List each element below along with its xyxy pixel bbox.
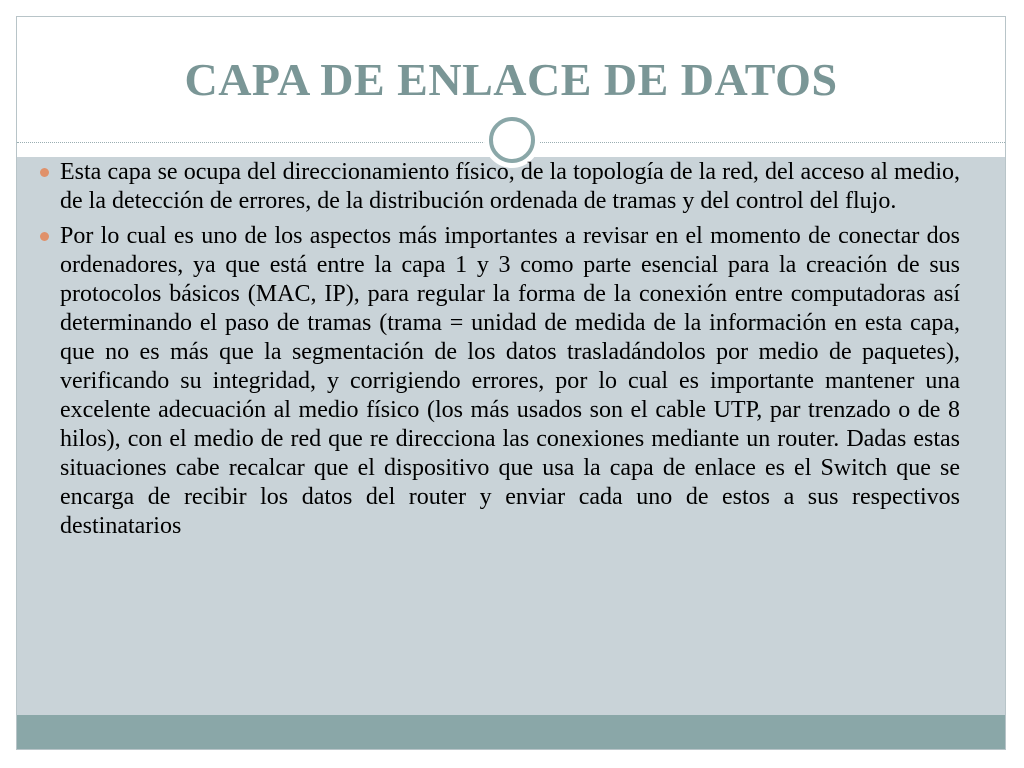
- slide-content: [40, 158, 960, 547]
- bullet-dot-icon: [40, 232, 49, 241]
- ring-icon: [489, 117, 535, 163]
- bullet-text: Esta capa se ocupa del direccionamiento físico, de la topología de la red, del acceso al medio, de la detección de errores, de la distribución ordenada de tramas y del control del flujo.: [60, 159, 960, 214]
- bullet-text: Por lo cual es uno de los aspectos más importantes a revisar en el momento de conectar dos ordenadores, ya que está entre la capa 1 y 3 como parte esencial para la creación de sus protocolos básicos (MAC, IP), para regular la forma de la conexión entre computadoras así determinando el paso de tramas (trama = unidad de medida de la información en esta capa, que no es más que la segmentación de los datos trasladándolos por medio de paquetes), verificando su integridad, y corrigiendo errores, por lo cual es importante mantener una excelente adecuación al medio físico (los más usados son el cable UTP, par trenzado o de 8 hilos), con el medio de red que re direcciona las conexiones mediante un router. Dadas estas situaciones cabe recalcar que el dispositivo que usa la capa de enlace es el Switch que se encarga de recibir los datos del router y enviar cada uno de estos a sus respectivos destinatarios: [60, 223, 960, 539]
- slide-title: CAPA DE ENLACE DE DATOS: [184, 54, 838, 105]
- bullet-dot-icon: [40, 168, 49, 177]
- bullet-item: [40, 222, 960, 541]
- bullet-item: [40, 158, 960, 216]
- footer-bar: [17, 715, 1005, 749]
